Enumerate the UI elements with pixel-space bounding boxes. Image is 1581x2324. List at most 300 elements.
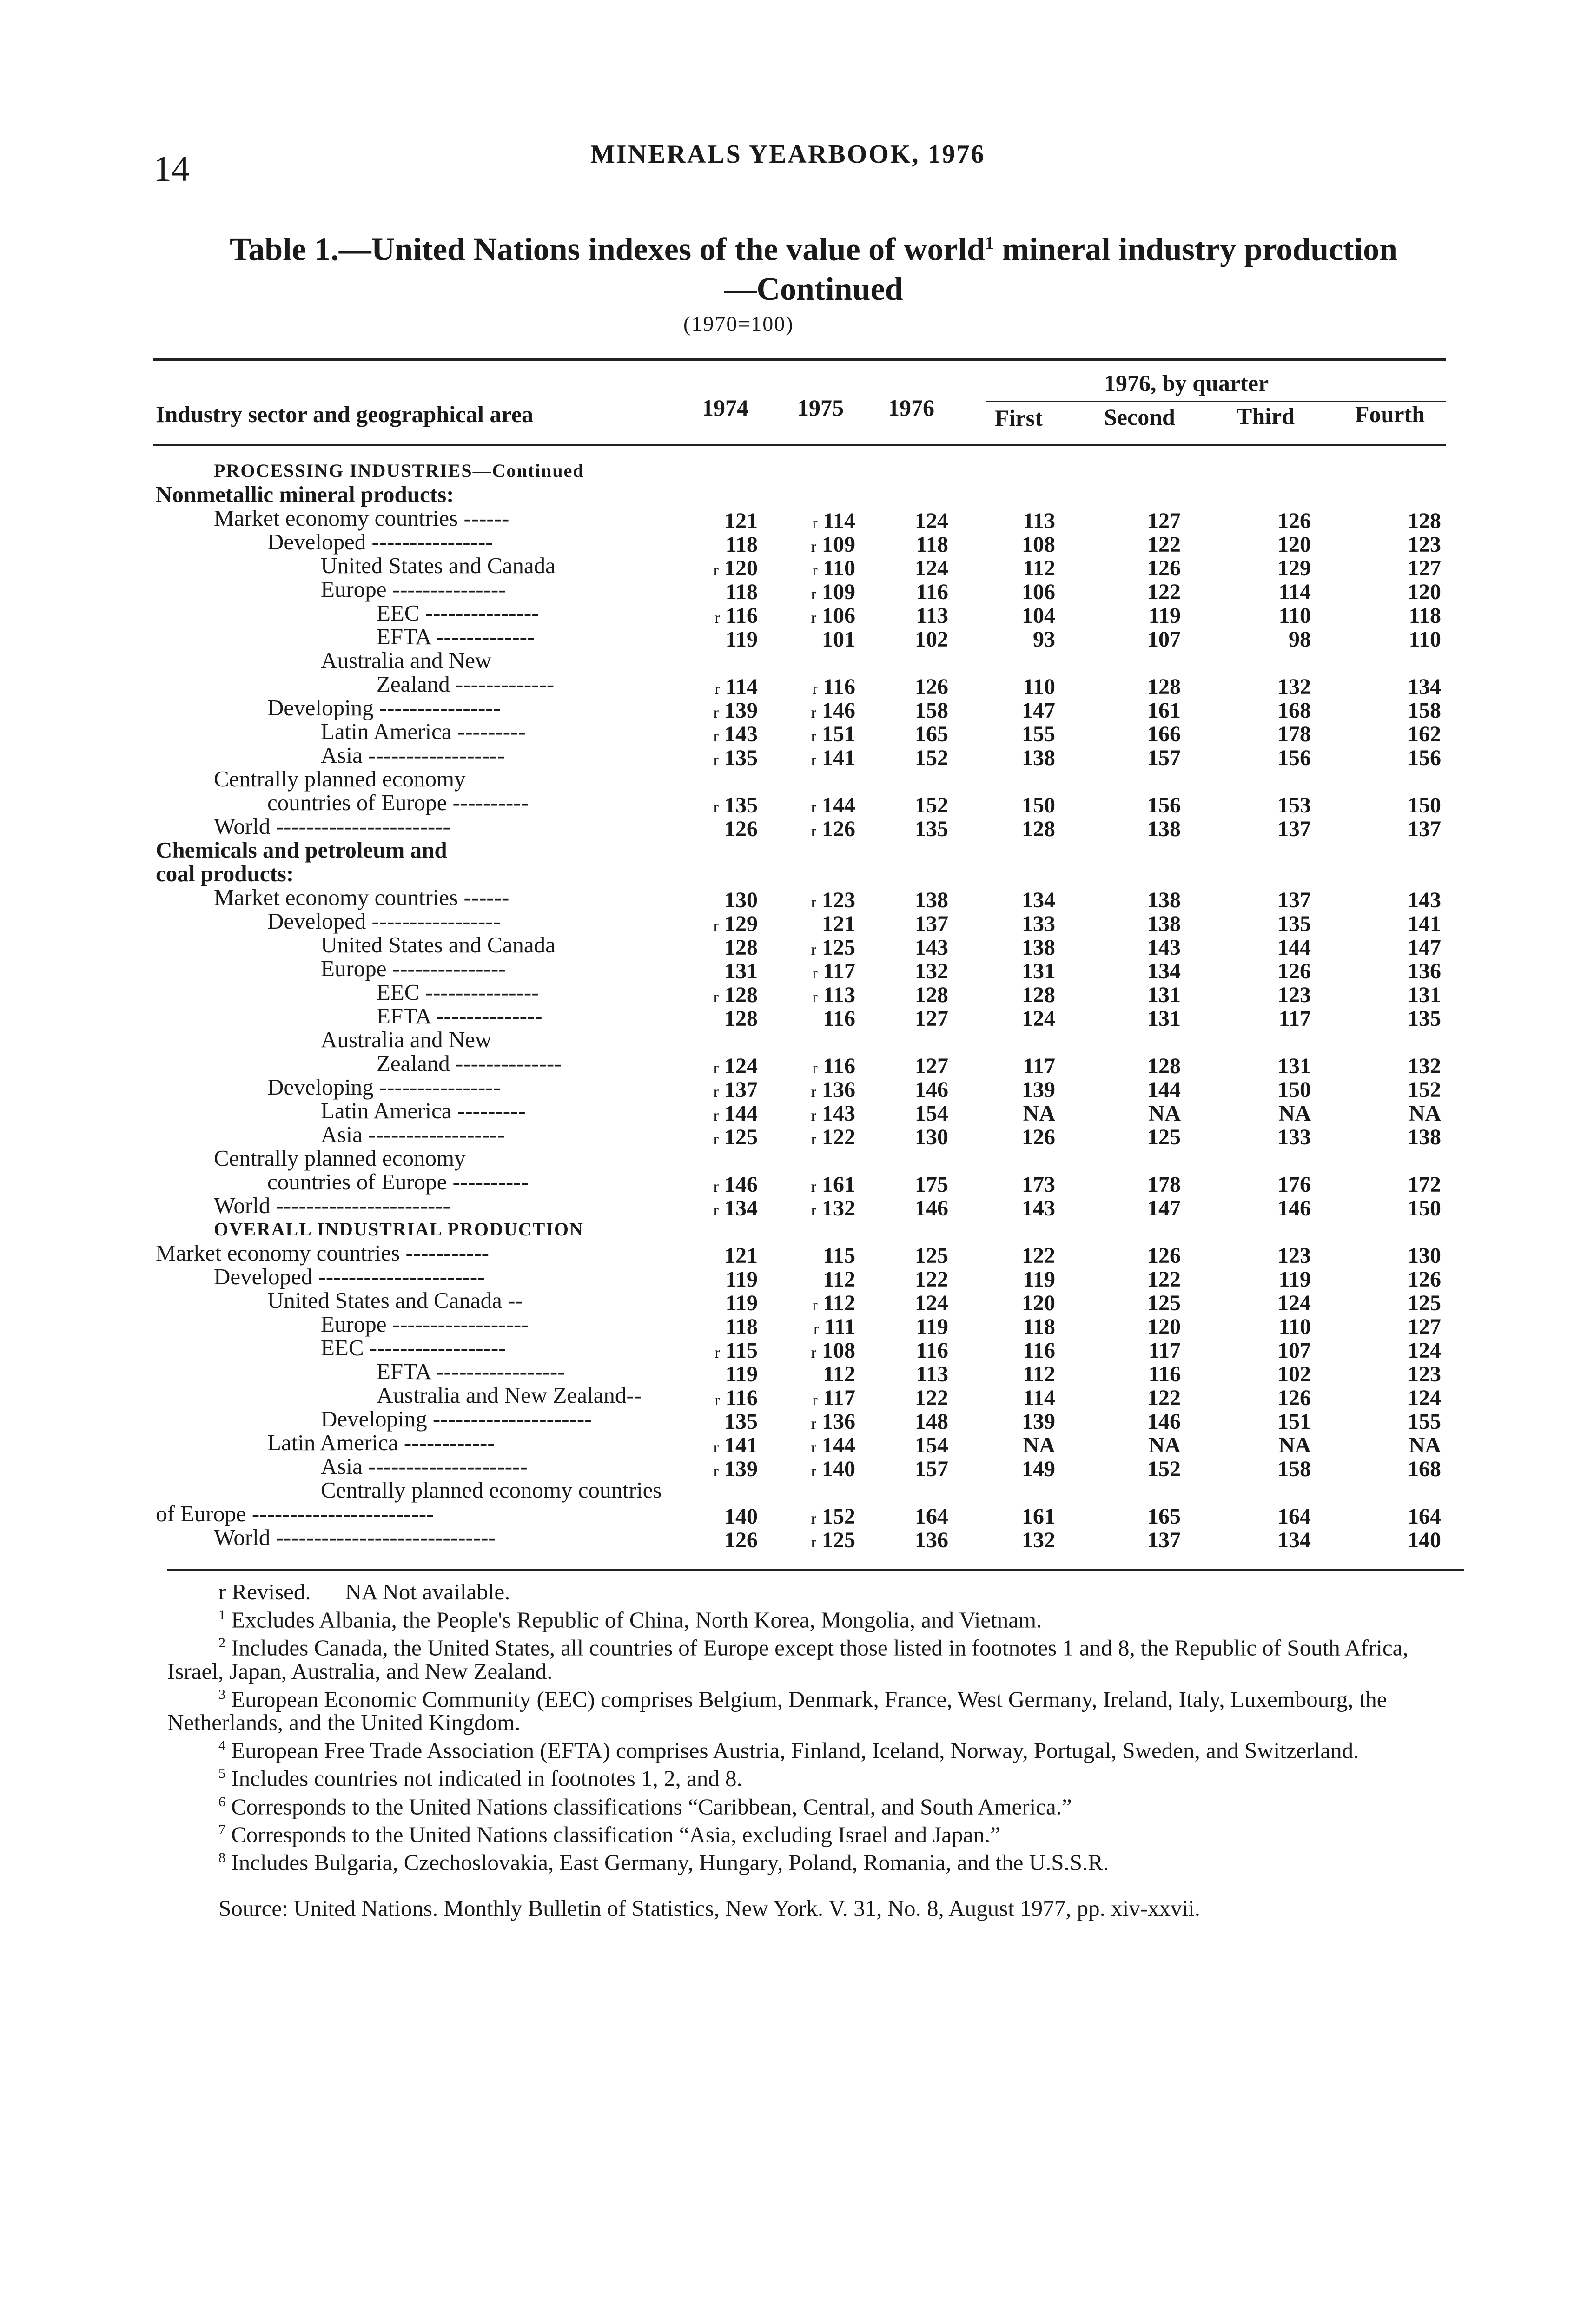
table-cell: NA [1409,1101,1441,1126]
header-q2: Second [1104,404,1175,430]
cell-value: 151 [822,722,855,746]
header-q4: Fourth [1355,401,1425,427]
table-cell: 131 [724,959,758,984]
table-title [186,223,1441,310]
table-cell: 126 [1147,1243,1181,1268]
table-cell: 137 [1408,817,1441,841]
table-cell: 125 [1408,1291,1441,1315]
table-cell: 172 [1408,1172,1441,1197]
cell-value: 141 [724,1433,758,1458]
table-cell [674,746,758,772]
table-cell: 140 [1408,1528,1441,1552]
table-cell: 143 [1022,1196,1055,1221]
table-cell: 133 [1277,1125,1311,1149]
table-cell [674,1173,758,1199]
revised-marker: r [811,1107,816,1124]
table-cell: 127 [915,1006,948,1031]
table-cell [772,1125,855,1152]
table-cell [772,936,855,962]
revised-marker: r [811,609,816,627]
table-cell [674,912,758,938]
revised-marker: r [811,1439,816,1456]
revised-marker: r [812,1392,818,1409]
footnote [167,1604,1469,1631]
table-cell: 93 [1033,627,1055,652]
cell-value: 110 [823,556,855,581]
table-cell: 128 [1022,983,1055,1007]
table-cell: 127 [1147,508,1181,533]
table-cell: 116 [1148,1362,1181,1386]
row-label: EEC --------------- [377,979,539,1005]
revised-marker: r [713,728,719,745]
table-cell: 138 [1022,935,1055,960]
table-cell: 155 [1408,1409,1441,1434]
table-cell [772,1054,855,1081]
table-cell: 124 [915,508,948,533]
footnote-number: 3 [218,1686,225,1702]
revised-marker: r [812,989,818,1006]
table-cell [772,1339,855,1365]
table-cell: 126 [1147,556,1181,581]
revised-marker: r [812,965,818,982]
cell-value: 141 [822,746,855,770]
table-cell: 157 [1147,746,1181,770]
table-cell: 125 [1147,1291,1181,1315]
footnote-list [167,1604,1469,1875]
revised-marker: r [713,1463,719,1480]
row-label: United States and Canada [321,553,556,578]
table-cell: 146 [1147,1409,1181,1434]
table-cell: 119 [725,1267,758,1292]
revised-marker: r [811,586,816,603]
cell-value: 112 [823,1291,855,1315]
table-cell: 144 [1147,1077,1181,1102]
table-cell: 116 [916,1338,948,1363]
table-cell: 126 [724,817,758,841]
table-cell: 127 [1408,1314,1441,1339]
table-cell [674,1125,758,1152]
table-cell: 137 [1277,888,1311,912]
table-cell: 118 [916,532,948,557]
table-cell [772,699,855,725]
header-q3: Third [1237,403,1295,429]
row-label: Australia and New [321,647,492,673]
cell-value: 125 [822,1528,855,1552]
row-label: Europe --------------- [321,576,506,602]
table-cell: 131 [1408,983,1441,1007]
revised-marker: r [811,752,816,769]
row-label: Australia and New [321,1027,492,1052]
table-cell: 118 [1409,603,1441,628]
revised-marker: r [713,1439,719,1456]
table-cell: 119 [725,1362,758,1386]
row-label: Developed ---------------- [267,529,493,555]
table-cell [772,533,855,559]
cell-value: 126 [822,817,855,841]
revised-marker: r [812,1297,818,1314]
table-title-line1-post: mineral industry production [994,231,1397,268]
table-title-footnote-ref: 1 [985,233,994,253]
table-cell: 101 [822,627,855,652]
table-cell: 112 [1023,1362,1055,1386]
row-label: Market economy countries ------ [214,505,509,531]
table-cell [772,1505,855,1531]
table-cell: 134 [1277,1528,1311,1552]
table-cell [772,817,855,844]
table-cell: 122 [915,1267,948,1292]
table-cell: 148 [915,1409,948,1434]
table-cell [772,1528,855,1555]
cell-value: 115 [725,1338,758,1363]
row-label: Europe ------------------ [321,1311,529,1337]
table-cell: 117 [1023,1054,1055,1078]
table-cell: 138 [1147,817,1181,841]
table-cell: 117 [1148,1338,1181,1363]
revised-marker: r [713,752,719,769]
table-cell: 175 [915,1172,948,1197]
table-cell: 121 [724,1243,758,1268]
table-cell [772,793,855,820]
table-cell: 152 [1408,1077,1441,1102]
table-cell: 164 [915,1504,948,1529]
revised-marker: r [714,1344,720,1361]
table-cell: 128 [1147,1054,1181,1078]
cell-value: 125 [724,1125,758,1149]
table-cell: 149 [1022,1457,1055,1481]
table-cell: 123 [1277,1243,1311,1268]
revised-marker: r [713,1060,719,1077]
row-label: United States and Canada -- [267,1287,523,1313]
table-cell: 110 [1278,1314,1311,1339]
table-cell: NA [1409,1433,1441,1458]
row-label: Zealand ------------- [377,671,555,697]
table-cell: 136 [1408,959,1441,984]
footnote-text: European Economic Community (EEC) comprises Belgium, Denmark, France, West Germany, Ireland, Italy, Luxembourg, the Netherlands, and the United Kingdom. [167,1686,1387,1735]
table-cell: 120 [1277,532,1311,557]
table-cell: 164 [1277,1504,1311,1529]
cell-value: 129 [724,911,758,936]
row-label: Europe --------------- [321,956,506,981]
table-cell: 124 [1408,1386,1441,1410]
cell-value: 137 [724,1077,758,1102]
table-cell: 168 [1277,698,1311,723]
row-label: EEC --------------- [377,600,539,626]
header-1975: 1975 [797,395,844,421]
table-cell: 158 [1408,698,1441,723]
table-cell: 128 [1147,674,1181,699]
row-label: World ----------------------------- [214,1525,496,1550]
cell-value: 128 [724,983,758,1007]
row-label: PROCESSING INDUSTRIES—Continued [214,460,584,481]
table-cell: 178 [1277,722,1311,746]
table-cell: 154 [915,1433,948,1458]
table-cell [674,1078,758,1104]
table-cell: 153 [1277,793,1311,818]
table-cell: 168 [1408,1457,1441,1481]
cell-value: 136 [822,1077,855,1102]
row-label: Asia ------------------ [321,1122,505,1147]
row-label: Asia --------------------- [321,1453,528,1479]
revised-marker: r [714,609,720,627]
revised-marker: r [811,1415,816,1433]
table-cell: 165 [915,722,948,746]
cell-value: 106 [822,603,855,628]
table-cell: 157 [915,1457,948,1481]
table-bottom-rule [167,1569,1464,1571]
revised-marker: r [811,704,816,721]
row-label: Developing --------------------- [321,1406,592,1432]
table-cell: 166 [1147,722,1181,746]
table-cell: 114 [1023,1386,1055,1410]
revised-marker: r [812,1060,818,1077]
table-cell: 150 [1022,793,1055,818]
table-cell [772,959,855,986]
table-cell: 106 [1022,580,1055,604]
table-cell: 130 [724,888,758,912]
table-cell: 119 [916,1314,948,1339]
row-label: Developed ----------------- [267,908,501,934]
table-cell: 112 [1023,556,1055,581]
footnote-text: Includes Bulgaria, Czechoslovakia, East Germany, Hungary, Poland, Romania, and the U.S.S.R. [225,1849,1109,1875]
footnote [167,1734,1469,1762]
revised-marker: r [811,894,816,911]
cell-value: 109 [822,580,855,604]
cell-value: 146 [724,1172,758,1197]
table-cell [772,675,855,701]
table-cell: 127 [1408,556,1441,581]
table-cell: 158 [915,698,948,723]
table-cell [772,1196,855,1223]
row-label: Latin America --------- [321,719,526,744]
cell-value: 144 [724,1101,758,1126]
header-quarter-group: 1976, by quarter [1104,370,1269,396]
table-cell: 119 [1148,603,1181,628]
footnote [167,1790,1469,1818]
table-cell: 107 [1147,627,1181,652]
cell-value: 161 [822,1172,855,1197]
table-cell [674,1433,758,1460]
table-cell: 124 [1277,1291,1311,1315]
revised-marker: r [811,941,816,958]
table-cell: 152 [915,746,948,770]
revised-marker: r [811,823,816,840]
table-cell: 125 [915,1243,948,1268]
table-cell [772,888,855,915]
revised-marker: r [713,1178,719,1195]
cell-value: 117 [823,959,855,984]
table-cell [772,1102,855,1128]
table-cell [772,722,855,749]
cell-value: 144 [822,793,855,818]
revised-marker: r [713,918,719,935]
revised-marker: r [811,1178,816,1195]
table-cell: 121 [822,911,855,936]
cell-value: 140 [822,1457,855,1481]
revised-marker: r [713,1107,719,1124]
table-cell: 110 [1278,603,1311,628]
table-cell: 124 [915,556,948,581]
table-cell: 131 [1277,1054,1311,1078]
table-cell: 126 [915,674,948,699]
cell-value: 111 [824,1314,855,1339]
table-cell: 173 [1022,1172,1055,1197]
table-cell: 112 [823,1267,855,1292]
table-cell: 162 [1408,722,1441,746]
table-cell: 128 [724,935,758,960]
table-cell: 122 [915,1386,948,1410]
revised-marker: r [812,562,818,579]
table-cell: 128 [1408,508,1441,533]
row-label: Developing ---------------- [267,695,501,720]
revised-marker: r [813,1320,819,1338]
row-label: Asia ------------------ [321,742,505,768]
table-cell: 135 [915,817,948,841]
table-cell: 117 [1278,1006,1311,1031]
revised-marker: r [714,1392,720,1409]
table-cell: 131 [1147,983,1181,1007]
table-cell: 161 [1022,1504,1055,1529]
cell-value: 139 [724,698,758,723]
table-cell [772,1173,855,1199]
table-cell [772,1386,855,1413]
table-cell: 139 [1022,1409,1055,1434]
table-cell [772,556,855,583]
table-cell: 115 [823,1243,855,1268]
table-cell: 114 [1278,580,1311,604]
table-cell: 151 [1277,1409,1311,1434]
cell-value: 122 [822,1125,855,1149]
table-cell: 143 [915,935,948,960]
table-cell: 130 [1408,1243,1441,1268]
row-label: EEC ------------------ [321,1335,506,1360]
revised-marker: r [811,1534,816,1551]
revised-marker: r [713,704,719,721]
table-cell: 143 [1408,888,1441,912]
table-cell: 156 [1147,793,1181,818]
table-cell: 126 [1277,959,1311,984]
row-label: Market economy countries ----------- [156,1240,489,1266]
cell-value: 124 [724,1054,758,1078]
cell-value: 144 [822,1433,855,1458]
footnote-legend [167,1580,1469,1604]
row-label: Nonmetallic mineral products: [156,482,454,507]
footnote-text: Includes countries not indicated in footnotes 1, 2, and 8. [225,1765,742,1791]
table-cell: 116 [1023,1338,1055,1363]
table-cell [772,1457,855,1484]
table-cell: 134 [1147,959,1181,984]
footnote-text: Excludes Albania, the People's Republic of China, North Korea, Mongolia, and Vietnam. [225,1607,1042,1633]
table-cell [674,793,758,820]
table-cell: 121 [724,508,758,533]
table-cell: 136 [915,1528,948,1552]
table-cell: 132 [1022,1528,1055,1552]
table-cell: 113 [916,603,948,628]
table-cell [674,1339,758,1365]
footnote-number: 2 [218,1635,225,1651]
table-cell: 147 [1147,1196,1181,1221]
table-cell: 127 [915,1054,948,1078]
table-cell: 126 [1408,1267,1441,1292]
row-label: EFTA ----------------- [377,1359,565,1384]
table-cell: 126 [1277,1386,1311,1410]
running-head: MINERALS YEARBOOK, 1976 [590,140,986,169]
table-cell: 156 [1408,746,1441,770]
cell-value: 134 [724,1196,758,1221]
footnote-text: European Free Trade Association (EFTA) comprises Austria, Finland, Iceland, Norway, Portugal, Sweden, and Switzerland. [225,1737,1359,1763]
row-label: OVERALL INDUSTRIAL PRODUCTION [214,1219,584,1240]
cell-value: 135 [724,793,758,818]
table-cell: NA [1023,1101,1055,1126]
table-cell: 120 [1408,580,1441,604]
table-cell [674,1457,758,1484]
table-cell: 129 [1277,556,1311,581]
table-cell: 130 [915,1125,948,1149]
revised-marker: r [713,799,719,816]
row-label: Chemicals and petroleum and [156,837,447,863]
table-cell [772,509,855,535]
revised-marker: r [714,680,720,698]
revised-marker: r [713,1202,719,1219]
footnote-number: 7 [218,1822,225,1837]
cell-value: 116 [823,674,855,699]
table-cell [674,1102,758,1128]
table-cell: 102 [915,627,948,652]
row-label: Centrally planned economy countries [321,1477,662,1503]
table-cell: NA [1023,1433,1055,1458]
cell-value: 116 [725,1386,758,1410]
row-label: Zealand -------------- [377,1050,562,1076]
table-cell: 146 [915,1196,948,1221]
table-cell: 123 [1408,532,1441,557]
table-cell: 119 [1023,1267,1055,1292]
row-label: coal products: [156,861,294,886]
table-cell: 135 [1408,1006,1441,1031]
cell-value: 113 [823,983,855,1007]
table-cell: 135 [1277,911,1311,936]
cell-value: 120 [724,556,758,581]
table-cell: 122 [1147,1267,1181,1292]
row-label: Centrally planned economy [214,1145,466,1171]
table-title-line2: —Continued [724,271,903,308]
table-cell [674,699,758,725]
cell-value: 135 [724,746,758,770]
table-cell: 125 [1147,1125,1181,1149]
cell-value: 109 [822,532,855,557]
table-cell: 178 [1147,1172,1181,1197]
cell-value: 117 [823,1386,855,1410]
table-cell: 110 [1409,627,1441,652]
revised-marker: r [811,1344,816,1361]
revised-marker: r [811,1463,816,1480]
table-cell [674,1196,758,1223]
header-q1: First [995,405,1043,431]
table-cell: 113 [916,1362,948,1386]
row-label: of Europe ------------------------ [156,1501,434,1526]
revised-marker: r [713,1131,719,1148]
table-cell: 112 [823,1362,855,1386]
table-cell: 138 [1022,746,1055,770]
table-cell [674,556,758,583]
table-cell: 132 [1277,674,1311,699]
table-cell: 143 [1147,935,1181,960]
table-cell: 122 [1147,1386,1181,1410]
table-cell: 116 [916,580,948,604]
cell-value: 143 [724,722,758,746]
footnote-number: 1 [218,1607,225,1623]
table-cell [772,746,855,772]
row-label: EFTA ------------- [377,624,535,649]
table-cell: 139 [1022,1077,1055,1102]
